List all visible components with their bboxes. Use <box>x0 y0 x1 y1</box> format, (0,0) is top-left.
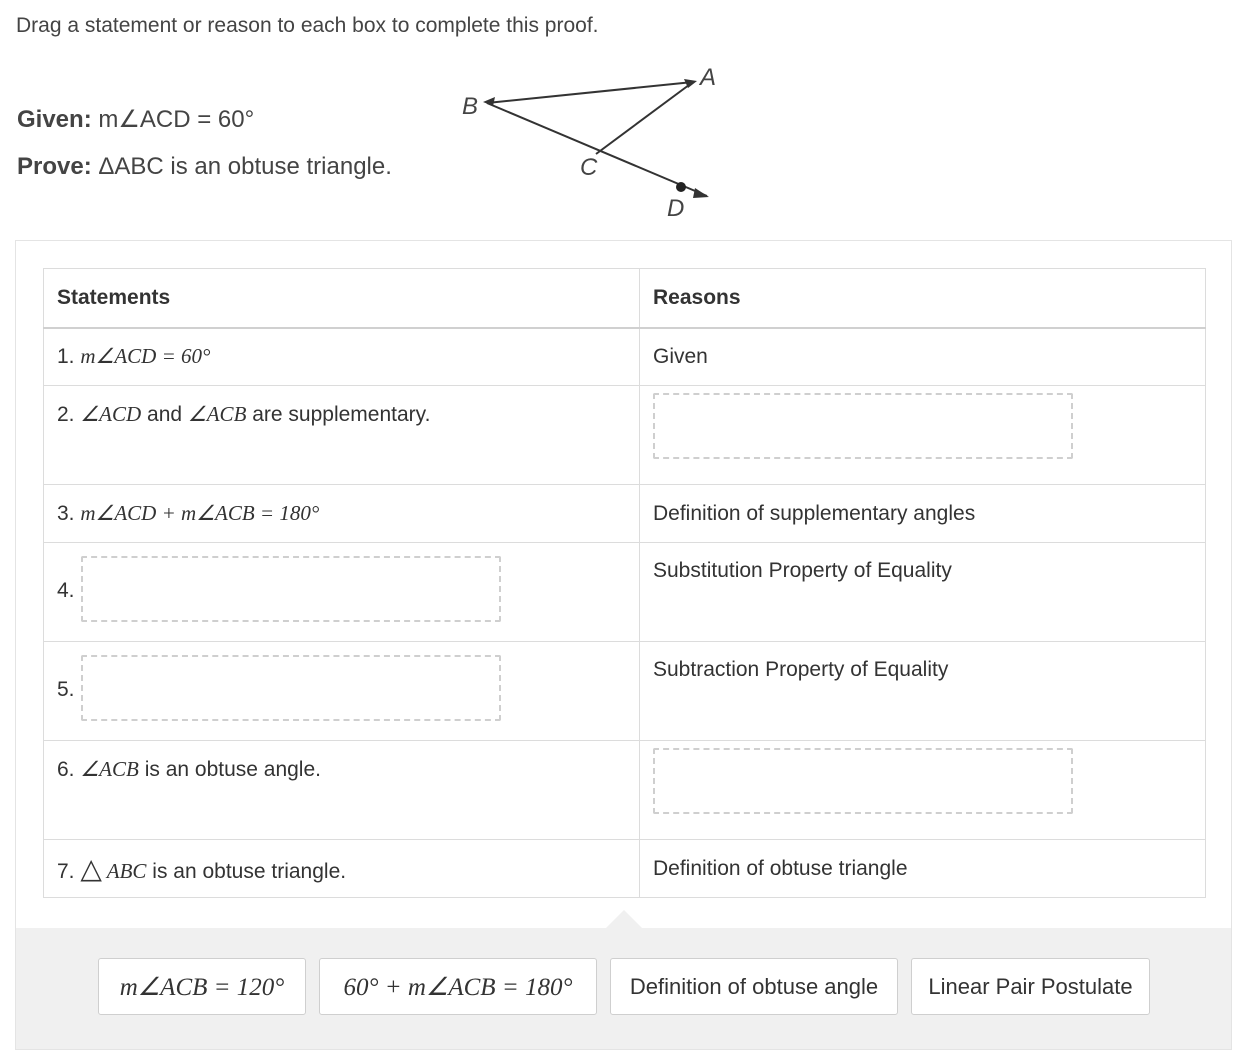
table-row <box>44 543 1206 642</box>
given-text: m∠ACD = 60° <box>98 106 255 133</box>
label-b: B <box>462 93 479 120</box>
label-a: A <box>700 64 717 91</box>
row-number: 4. <box>57 579 75 602</box>
chip-label: Linear Pair Postulate <box>928 973 1133 999</box>
statement-math: ∠ACD <box>80 402 142 426</box>
statement-text: are supplementary. <box>246 403 431 426</box>
statements-header: Statements <box>44 269 640 328</box>
statement-text: is an obtuse angle. <box>138 758 321 781</box>
arrow-d-icon <box>693 188 709 198</box>
row-number: 1. <box>57 345 75 369</box>
statement-text: m∠ACD + m∠ACB = 180° <box>80 501 320 525</box>
reason-drop-zone[interactable] <box>653 748 1073 814</box>
instructions-text: Drag a statement or reason to each box to complete this proof. <box>16 14 599 37</box>
given-line <box>17 105 254 134</box>
table-row <box>44 642 1206 741</box>
statement-text: is an obtuse triangle. <box>146 860 347 883</box>
label-d: D <box>667 195 685 222</box>
reason-cell <box>640 741 1206 840</box>
chip-label: Definition of obtuse angle <box>629 973 879 999</box>
row-number: 5. <box>57 678 75 701</box>
row-number: 3. <box>57 502 75 525</box>
table-row <box>44 485 1206 543</box>
statement-drop-zone[interactable] <box>81 655 501 721</box>
statement-math: ABC <box>101 859 147 883</box>
statement-cell <box>44 642 640 741</box>
prove-label: Prove: <box>17 153 92 180</box>
row-number: 7. <box>57 860 75 883</box>
statement-cell <box>44 741 640 840</box>
segment-ba <box>487 82 693 103</box>
reason-cell <box>640 543 1206 642</box>
statement-text: and <box>141 403 188 426</box>
prove-text: ΔABC is an obtuse triangle. <box>98 153 392 180</box>
reason-text: Subtraction Property of Equality <box>653 658 949 681</box>
point-d <box>676 182 686 192</box>
segment-bd <box>487 103 707 196</box>
reason-cell <box>640 642 1206 741</box>
label-c: C <box>580 154 598 181</box>
chip-label: 60° + m∠ACB = 180° <box>343 973 573 1001</box>
table-row <box>44 840 1206 898</box>
reason-drop-zone[interactable] <box>653 393 1073 459</box>
answer-chip-definition-obtuse-angle[interactable] <box>610 958 898 1015</box>
statement-cell <box>44 485 640 543</box>
statement-cell <box>44 386 640 485</box>
answer-chip-linear-pair-postulate[interactable] <box>911 958 1150 1015</box>
statement-math: ∠ACB <box>187 402 247 426</box>
reason-text: Given <box>653 344 708 368</box>
reason-cell <box>640 328 1206 386</box>
reasons-header: Reasons <box>640 269 1206 328</box>
table-row <box>44 741 1206 840</box>
statement-cell <box>44 840 640 898</box>
segment-ac <box>596 82 693 154</box>
reason-cell <box>640 840 1206 898</box>
answer-chip-60-plus-acb[interactable] <box>319 958 597 1015</box>
prove-line <box>17 153 392 181</box>
table-row <box>44 328 1206 386</box>
table-row <box>44 386 1206 485</box>
reason-text: Definition of supplementary angles <box>653 501 976 525</box>
statement-drop-zone[interactable] <box>81 556 501 622</box>
reason-text: Substitution Property of Equality <box>653 559 952 582</box>
reason-cell <box>640 485 1206 543</box>
table-header-row <box>44 269 1206 328</box>
statement-cell <box>44 543 640 642</box>
statement-cell <box>44 328 640 386</box>
row-number: 6. <box>57 758 75 781</box>
chip-label: m∠ACB = 120° <box>119 973 285 1001</box>
triangle-icon: △ <box>80 853 102 884</box>
reason-text: Definition of obtuse triangle <box>653 856 908 880</box>
answer-chip-m-acb-120[interactable] <box>98 958 306 1015</box>
given-label: Given: <box>17 106 92 133</box>
reason-cell <box>640 386 1206 485</box>
proof-table <box>43 268 1206 898</box>
statement-text: m∠ACD = 60° <box>80 344 211 369</box>
triangle-diagram <box>455 60 725 230</box>
row-number: 2. <box>57 403 75 426</box>
tray-notch <box>606 910 642 928</box>
statement-math: ∠ACB <box>80 757 139 781</box>
